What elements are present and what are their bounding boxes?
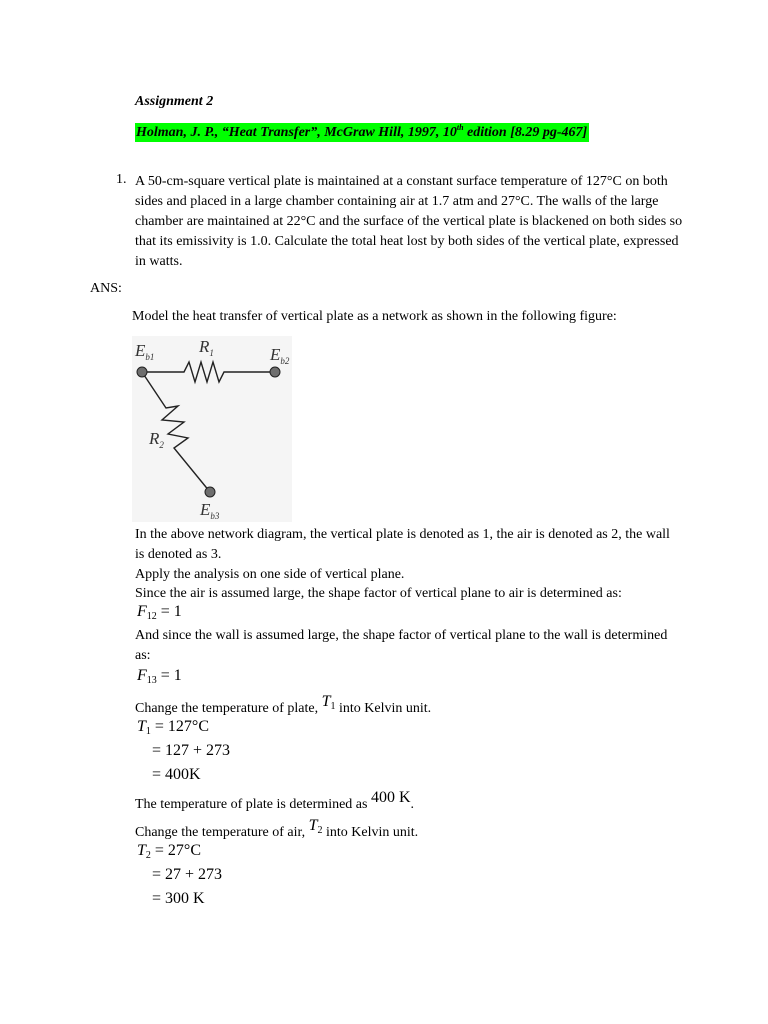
apply-text: Apply the analysis on one side of vertical plane. [135,567,405,582]
question-text: A 50-cm-square vertical plate is maintained at a constant surface temperature of 127°C on both sides and placed in a large chamber containing air at 1.7 atm and 27°C. The walls of the large chamber are maintained at 22°C and the surface of the vertical plate is blackened on both sides so that its emissivity is 1.0. Calculate the total heat lost by both sides of the vertical plate, expressed in watts. [135,174,683,269]
equation-t2-line2: = 27 + 273 [152,866,223,883]
question-number: 1. [116,172,127,187]
equation-t2-line1: $T_2 = 27^\circ C$ [137,842,201,861]
label-r1: $R_1$ [199,337,214,358]
label-r2: $R_2$ [149,429,164,450]
equation-t2-line3: = 300 K [152,890,205,907]
inline-t1: $T_1$ [321,693,336,712]
model-text: Model the heat transfer of vertical plate as a network as shown in the following figure: [132,309,617,324]
plate-temp-line: Change the temperature of plate, $T_1$ into Kelvin unit. [135,693,432,716]
air-temp-line: Change the temperature of air, $T_2$ into Kelvin unit. [135,817,419,840]
equation-t1-line3: = 400K [152,766,201,783]
node-eb3 [205,487,215,497]
label-eb2: $E_{b2}$ [270,345,290,366]
equation-t1-line2: = 127 + 273 [152,742,231,759]
answer-label: ANS: [90,281,122,296]
label-eb3: $E_{b3}$ [200,500,220,521]
node-eb2 [270,367,280,377]
air-shape-factor-text: Since the air is assumed large, the shape factor of vertical plane to air is determined as: [135,586,622,601]
node-eb1 [137,367,147,377]
reference-tail: edition [8.29 pg-467] [463,125,588,140]
reference-superscript: th [456,123,464,132]
wall-shape-factor-text: And since the wall is assumed large, the shape factor of vertical plane to the wall is determined as: [135,628,668,663]
label-eb1: $E_{b1}$ [135,341,155,362]
plate-result-value: 400 K [370,789,411,806]
plate-result-line: The temperature of plate is determined as 400 K. [135,789,415,812]
equation-f13: $F_{13} = 1$ [137,667,182,686]
equation-t1-line1: $T_1 = 127^\circ C$ [137,718,209,737]
network-diagram [132,336,292,522]
network-description: In the above network diagram, the vertical plate is denoted as 1, the air is denoted as 2, the wall is denoted as 3. [135,527,670,562]
equation-f12: $F_{12} = 1$ [137,603,182,622]
resistor-r1 [142,362,275,382]
inline-t2: $T_2$ [308,817,323,836]
reference-citation [135,123,589,142]
reference-main: Holman, J. P., “Heat Transfer”, McGraw Hill, 1997, 10 [136,125,457,140]
assignment-title: Assignment 2 [135,94,214,109]
